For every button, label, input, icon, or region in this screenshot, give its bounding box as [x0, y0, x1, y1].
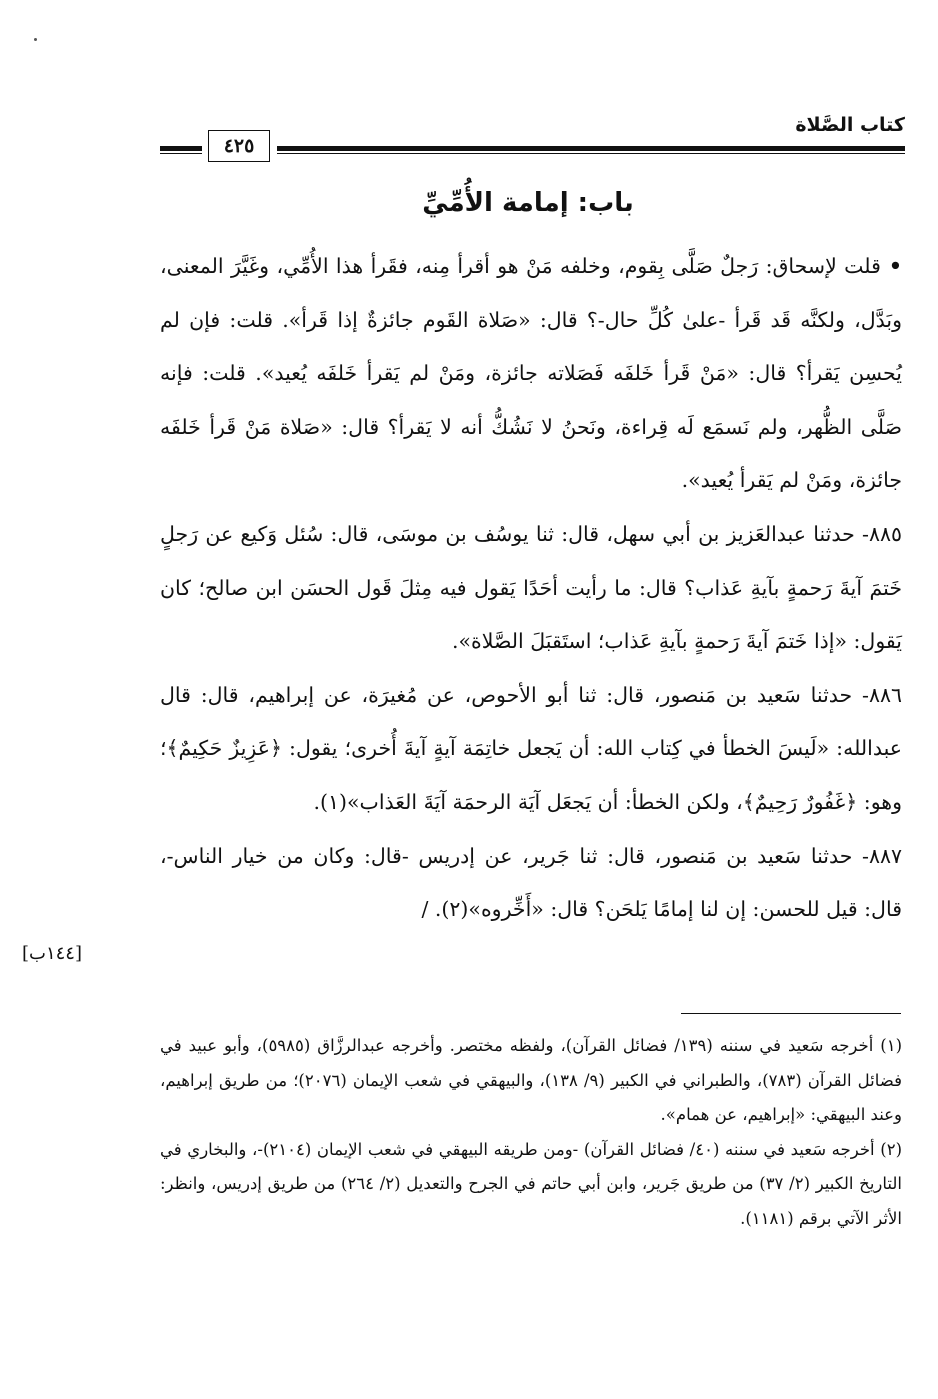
manuscript-folio-note: [١٤٤ب]	[22, 943, 83, 964]
running-header	[160, 108, 905, 168]
paragraph-intro	[160, 240, 902, 508]
footnote-2: (٢) أخرجه سَعيد في سننه (٤٠/ فضائل القرآن) -ومن طريقه البيهقي في شعب الإيمان (٢١٠٤)-، والبخاري في التاريخ الكبير (٢/ ٣٧) من طريق جَرير، وابن أبي حاتم في الجرح والتعديل (٢/ ٢٦٤) من طريق إدريس، وانظر: الأثر الآتي برقم (١١٨١).	[160, 1139, 903, 1228]
paragraph-885: ٨٨٥- حدثنا عبدالعَزيز بن أبي سهل، قال: ثنا يوسُف بن موسَى، قال: سُئل وَكيع عن رَجلٍ خَتمَ آيةَ رَحمةٍ بآيةِ عَذاب؟ قال: ما رأيت أحَدًا يَقول فيه مِثلَ قَول الحسَن ابن صالح؛ كان يَقول: «إذا خَتمَ آيةَ رَحمةٍ بآيةِ عَذاب؛ استَقبَلَ الصَّلاة».	[160, 521, 902, 654]
header-rule-left	[160, 146, 202, 154]
chapter-title: باب: إمامة الأُمِّيِّ	[422, 188, 634, 218]
paragraph-887: ٨٨٧- حدثنا سَعيد بن مَنصور، قال: ثنا جَرير، عن إدريس -قال: وكان من خيار الناس-، قال: قيل للحسن: إن لنا إمامًا يَلحَن؟ قال: «أَخِّروه»(٢). /	[160, 843, 902, 922]
scan-speck	[34, 38, 37, 41]
paragraph-886: ٨٨٦- حدثنا سَعيد بن مَنصور، قال: ثنا أبو الأحوص، عن مُغيرَة، عن إبراهيم، قال: قال عبدالله: «لَيسَ الخطأ في كِتاب الله: أن يَجعل خاتِمَة آيةٍ آيةَ أُخرى؛ يقول: ﴿عَزِيزٌ حَكِيمٌ﴾؛ وهو: ﴿غَفُورٌ رَحِيمٌ﴾، ولكن الخطأ: أن يَجعَل آيَة الرحمَة آيَةَ العَذاب»(١).	[160, 682, 902, 814]
footnote-separator	[681, 1013, 901, 1014]
book-title: كتاب الصَّلاة	[795, 114, 905, 136]
bullet-marker: •	[888, 254, 902, 278]
header-rule	[277, 146, 905, 154]
footnote-1: (١) أخرجه سَعيد في سننه (١٣٩/ فضائل القرآن)، ولفظه مختصر. وأخرجه عبدالرزَّاق (٥٩٨٥)، وأبو عبيد في فضائل القرآن (٧٨٣)، والطبراني في الكبير (٩/ ١٣٨)، والبيهقي في شعب الإيمان (٢٠٧٦)؛ من طريق إبراهيم، وعند البيهقي: «إبراهيم، عن همام».	[160, 1036, 903, 1125]
footnotes	[160, 1029, 902, 1237]
paragraph-text: قلت لإسحاق: رَجلٌ صَلَّى بِقوم، وخلفه مَنْ هو أقرأ مِنه، فقَرأ هذا الأُمِّي، وغَيَّرَ المعنى، وبَدَّل، ولكنَّه قَد قَرأ -علىٰ كُلِّ حال-؟ قال: «صَلاة القَوم جائزةٌ إذا قَرأ». قلت: فإن لم يُحسِن يَقرأ؟ قال: «مَنْ قَرأ خَلفَه فَصَلاته جائزة، ومَنْ لم يَقرأ خَلفَه يُعيد». قلت: فإنه صَلَّى الظُّهر، ولم نَسمَع لَه قِراءة، ونَحنُ لا نَشُكُّ أنه لا يَقرأ؟ قال: «صَلاة مَنْ قَرأ خَلفَه جائزة، ومَنْ لم يَقرأ يُعيد».	[160, 254, 902, 493]
main-text	[160, 240, 902, 937]
page-number: ٤٢٥	[208, 130, 270, 162]
